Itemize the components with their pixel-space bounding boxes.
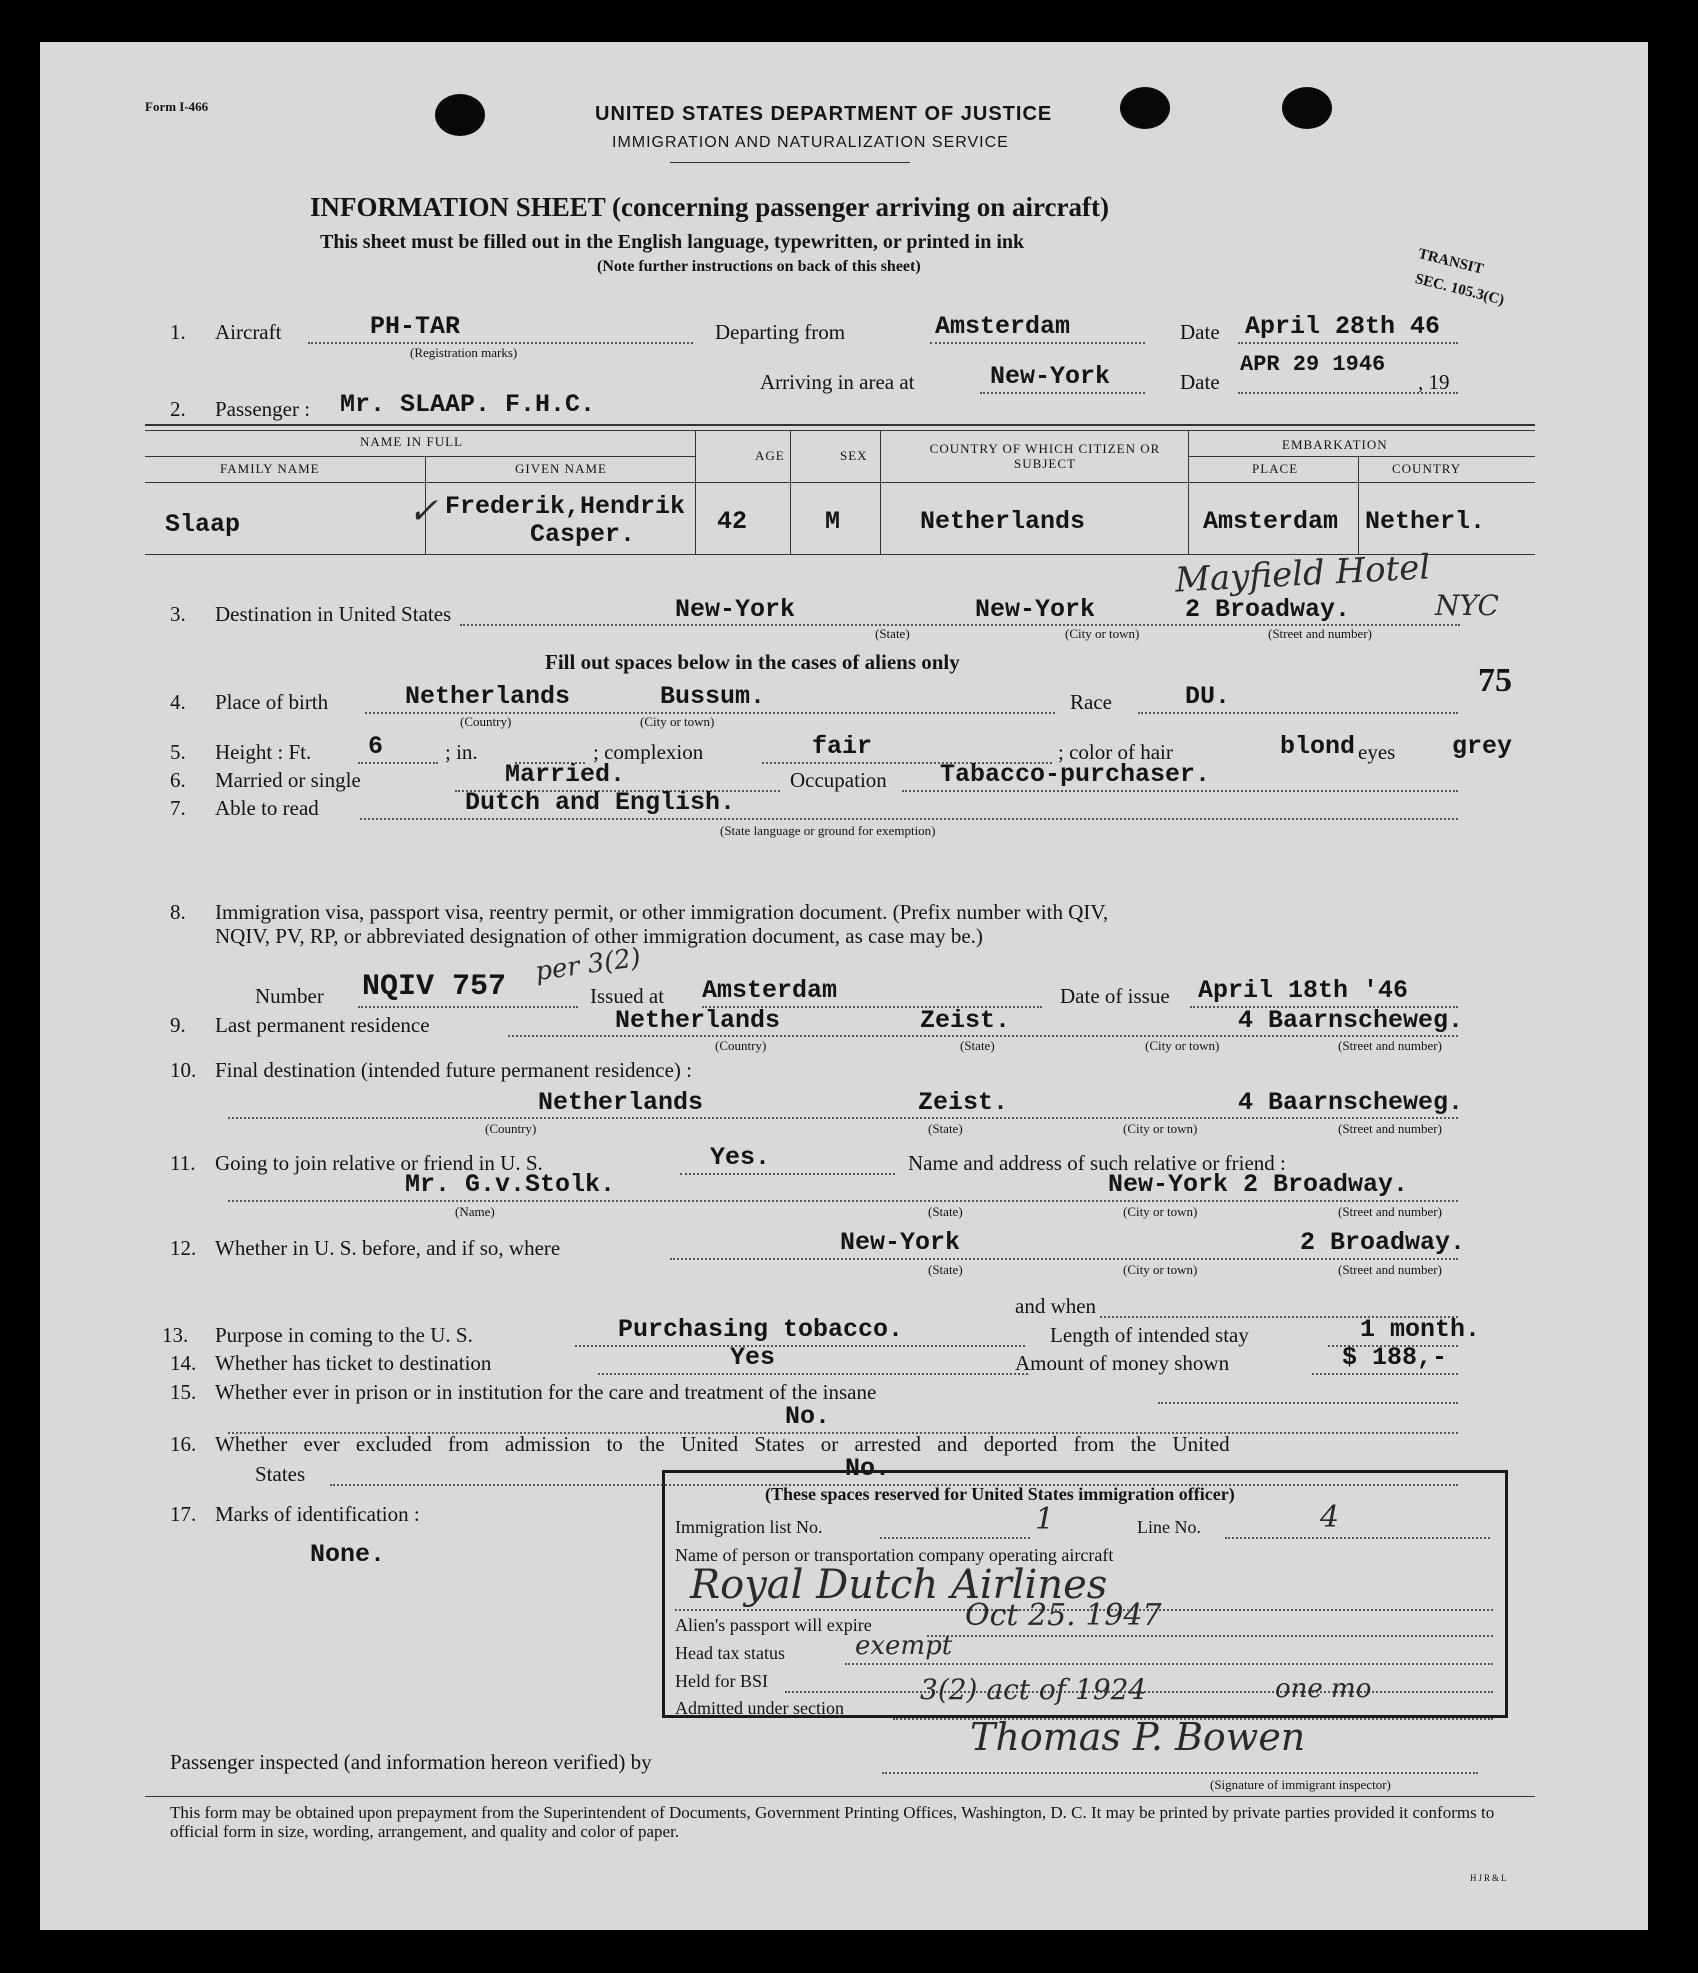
fill-line xyxy=(228,1200,1458,1202)
officer-section xyxy=(662,1470,1508,1718)
punch-hole xyxy=(1120,87,1170,129)
fill-line xyxy=(1158,1402,1458,1404)
caption: (Country) xyxy=(715,1038,767,1053)
caption: (Country) xyxy=(485,1121,537,1136)
number-label: Number xyxy=(255,984,324,1008)
final-state: Zeist. xyxy=(918,1088,1009,1117)
fill-line xyxy=(598,1373,1028,1375)
caption: (State language or ground for exemption) xyxy=(720,823,936,838)
aircraft-value: PH-TAR xyxy=(370,312,461,341)
divider xyxy=(670,162,910,163)
caption: (City or town) xyxy=(1123,1204,1198,1219)
departing-label: Departing from xyxy=(715,320,846,344)
item-number: 11. xyxy=(170,1151,196,1175)
prison-label: Whether ever in prison or in institution for the care and treatment of the insane xyxy=(215,1380,877,1404)
ticket-label: Whether has ticket to destination xyxy=(215,1351,492,1375)
height-feet: 6 xyxy=(368,732,384,761)
marks-label: Marks of identification : xyxy=(215,1502,420,1526)
punch-hole xyxy=(1282,87,1332,129)
fill-line xyxy=(228,1117,1458,1119)
before-street: 2 Broadway. xyxy=(1300,1228,1466,1257)
embarkation-header: EMBARKATION xyxy=(1282,437,1388,452)
arrival-date-stamp: APR 29 1946 xyxy=(1240,352,1386,377)
table-column-rule xyxy=(1358,456,1359,554)
item-number: 13. xyxy=(162,1323,189,1347)
item-number: 12. xyxy=(170,1236,197,1260)
fill-line xyxy=(980,392,1145,394)
join-value: Yes. xyxy=(710,1143,771,1172)
caption: (State) xyxy=(960,1038,995,1053)
transit-stamp-section: SEC. 105.3(C) xyxy=(1413,271,1506,309)
issued-label: Issued at xyxy=(590,984,665,1008)
date-issue-value: April 18th '46 xyxy=(1198,976,1409,1005)
complexion-label: ; complexion xyxy=(593,740,704,764)
before-label: Whether in U. S. before, and if so, where xyxy=(215,1236,561,1260)
fill-line xyxy=(308,342,693,344)
race-value: DU. xyxy=(1185,682,1231,711)
before-state: New-York xyxy=(840,1228,961,1257)
birth-country: Netherlands xyxy=(405,682,571,711)
residence-label: Last permanent residence xyxy=(215,1013,430,1037)
number-75: 75 xyxy=(1478,662,1512,699)
punch-hole xyxy=(435,94,485,136)
visa-text-line2: NQIV, PV, RP, or abbreviated designation of other immigration document, as case may be.) xyxy=(215,924,983,948)
date-label: Date xyxy=(1180,370,1220,394)
form-note: (Note further instructions on back of this sheet) xyxy=(597,258,921,275)
fill-line xyxy=(1238,342,1458,344)
stay-value: 1 month. xyxy=(1360,1315,1481,1344)
caption: (State) xyxy=(928,1204,963,1219)
fill-line xyxy=(927,1635,1493,1637)
final-destination-label: Final destination (intended future permanent residence) : xyxy=(215,1058,693,1082)
birth-label: Place of birth xyxy=(215,690,329,714)
height-label: Height : Ft. xyxy=(215,740,312,764)
relative-label: Name and address of such relative or friend : xyxy=(908,1151,1286,1175)
head-tax-value: exempt xyxy=(855,1631,953,1661)
caption: (State) xyxy=(875,626,910,641)
form-title: INFORMATION SHEET (concerning passenger arriving on aircraft) xyxy=(310,192,1109,222)
final-country: Netherlands xyxy=(538,1088,704,1117)
married-value: Married. xyxy=(505,760,626,789)
line-no-value: 4 xyxy=(1320,1500,1340,1535)
aliens-only-heading: Fill out spaces below in the cases of aliens only xyxy=(545,650,960,674)
complexion-value: fair xyxy=(812,732,873,761)
department-name: UNITED STATES DEPARTMENT OF JUSTICE xyxy=(595,103,1053,125)
item-number: 3. xyxy=(170,602,186,626)
inspector-signature: Thomas P. Bowen xyxy=(970,1715,1306,1759)
table-column-rule xyxy=(1188,430,1189,554)
caption: (City or town) xyxy=(1065,626,1140,641)
item-number: 14. xyxy=(170,1351,197,1375)
fill-line xyxy=(508,1035,1458,1037)
fill-line xyxy=(670,1258,1458,1260)
list-no-value: 1 xyxy=(1035,1502,1055,1537)
occupation-label: Occupation xyxy=(790,768,887,792)
item-number: 4. xyxy=(170,690,186,714)
given-name-cell-line2: Casper. xyxy=(530,520,636,549)
marks-value: None. xyxy=(310,1540,386,1569)
caption: (State) xyxy=(928,1262,963,1277)
destination-state: New-York xyxy=(675,595,796,624)
embarkation-country-header: COUNTRY xyxy=(1392,461,1462,476)
fill-line xyxy=(1225,1537,1490,1539)
passenger-label: Passenger : xyxy=(215,397,311,421)
residence-state: Zeist. xyxy=(920,1006,1011,1035)
race-label: Race xyxy=(1070,690,1112,714)
and-when-label: and when xyxy=(1015,1294,1097,1318)
fill-line xyxy=(845,1663,1493,1665)
departing-date: April 28th 46 xyxy=(1245,312,1441,341)
eyes-label: eyes xyxy=(1358,740,1396,764)
purpose-value: Purchasing tobacco. xyxy=(618,1315,904,1344)
purpose-label: Purpose in coming to the U. S. xyxy=(215,1323,473,1347)
list-no-label: Immigration list No. xyxy=(675,1517,823,1537)
fill-line xyxy=(358,762,438,764)
given-name-header: GIVEN NAME xyxy=(515,461,607,476)
check-mark: ✓ xyxy=(408,491,439,532)
arriving-label: Arriving in area at xyxy=(760,370,915,394)
inspected-label: Passenger inspected (and information hereon verified) by xyxy=(170,1750,652,1774)
admitted-duration: one mo xyxy=(1275,1674,1372,1704)
caption: (Street and number) xyxy=(1338,1262,1442,1277)
read-label: Able to read xyxy=(215,796,319,820)
fill-line xyxy=(930,342,1145,344)
excluded-value: No. xyxy=(845,1454,891,1483)
age-header: AGE xyxy=(755,448,785,463)
age-cell: 42 xyxy=(717,507,748,536)
item-number: 6. xyxy=(170,768,186,792)
year-prefix: , 19 xyxy=(1418,370,1450,394)
family-name-header: FAMILY NAME xyxy=(220,461,320,476)
table-rule xyxy=(145,456,695,457)
caption: (Street and number) xyxy=(1338,1121,1442,1136)
carrier-label: Name of person or transportation company operating aircraft xyxy=(675,1545,1114,1565)
read-value: Dutch and English. xyxy=(465,788,736,817)
officer-section-title: (These spaces reserved for United States immigration officer) xyxy=(765,1484,1235,1504)
table-rule xyxy=(1188,456,1535,457)
prison-value: No. xyxy=(785,1402,831,1431)
excluded-label-line2: States xyxy=(255,1462,306,1486)
residence-street: 4 Baarnscheweg. xyxy=(1238,1006,1464,1035)
caption: (Street and number) xyxy=(1338,1038,1442,1053)
item-number: 8. xyxy=(170,900,186,924)
sex-header: SEX xyxy=(840,448,868,463)
departing-value: Amsterdam xyxy=(935,312,1071,341)
caption: (State) xyxy=(928,1121,963,1136)
visa-text-line1: Immigration visa, passport visa, reentry permit, or other immigration document. (Prefix number with QIV, xyxy=(215,900,1109,924)
table-column-rule xyxy=(790,430,791,554)
caption: (City or town) xyxy=(1123,1262,1198,1277)
issued-value: Amsterdam xyxy=(702,976,838,1005)
fill-line xyxy=(1312,1373,1458,1375)
money-label: Amount of money shown xyxy=(1015,1351,1230,1375)
fill-line xyxy=(360,818,1458,820)
destination-street: 2 Broadway. xyxy=(1185,595,1351,624)
excluded-label-line1: Whether ever excluded from admission to the United States or arrested and deported from the United xyxy=(215,1432,1230,1456)
final-street: 4 Baarnscheweg. xyxy=(1238,1088,1464,1117)
country-citizen-header: COUNTRY OF WHICH CITIZEN OR SUBJECT xyxy=(929,441,1161,471)
table-rule xyxy=(145,482,1535,483)
footer-rule xyxy=(145,1796,1535,1797)
table-rule xyxy=(145,430,1535,431)
fill-line xyxy=(1138,712,1458,714)
caption: (City or town) xyxy=(640,714,715,729)
item-number: 2. xyxy=(170,397,186,421)
item-number: 10. xyxy=(170,1058,197,1082)
fill-line xyxy=(902,790,1458,792)
admitted-section-value: 3(2) act of 1924 xyxy=(920,1673,1147,1706)
signature-caption: (Signature of immigrant inspector) xyxy=(1210,1777,1391,1792)
aircraft-label: Aircraft xyxy=(215,320,282,344)
birth-city: Bussum. xyxy=(660,682,766,711)
table-column-rule xyxy=(880,430,881,554)
hair-label: ; color of hair xyxy=(1058,740,1173,764)
handwritten-visa-note: per 3(2) xyxy=(533,942,643,988)
ticket-value: Yes xyxy=(730,1343,776,1372)
fill-line xyxy=(358,1006,578,1008)
document-sheet xyxy=(40,42,1648,1930)
footer-text: This form may be obtained upon prepayment from the Superintendent of Documents, Government Printing Offices, Washington, D. C. It may be printed by private parties provided it conforms to official form in size, wording, arrangement, and quality and color of paper. xyxy=(170,1803,1495,1841)
eyes-value: grey xyxy=(1452,732,1513,761)
item-number: 17. xyxy=(170,1502,197,1526)
form-subtitle: This sheet must be filled out in the English language, typewritten, or printed in ink xyxy=(320,231,1025,253)
passport-expire-label: Alien's passport will expire xyxy=(675,1615,872,1635)
relative-name: Mr. G.v.Stolk. xyxy=(405,1170,616,1199)
visa-number: NQIV 757 xyxy=(362,970,507,1004)
caption: (Registration marks) xyxy=(410,345,518,360)
fill-line xyxy=(882,1772,1478,1774)
join-label: Going to join relative or friend in U. S. xyxy=(215,1151,543,1175)
stay-label: Length of intended stay xyxy=(1050,1323,1249,1347)
item-number: 16. xyxy=(170,1432,197,1456)
embarkation-country-cell: Netherl. xyxy=(1365,507,1486,536)
embarkation-place-cell: Amsterdam xyxy=(1203,507,1339,536)
item-number: 7. xyxy=(170,796,186,820)
service-name: IMMIGRATION AND NATURALIZATION SERVICE xyxy=(612,134,1009,151)
citizenship-cell: Netherlands xyxy=(920,507,1086,536)
destination-city: New-York xyxy=(975,595,1096,624)
occupation-value: Tabacco-purchaser. xyxy=(940,760,1211,789)
relative-address: New-York 2 Broadway. xyxy=(1108,1170,1409,1199)
held-bsi-label: Held for BSI xyxy=(675,1671,768,1691)
family-name-cell: Slaap xyxy=(165,510,241,539)
line-no-label: Line No. xyxy=(1137,1517,1201,1537)
form-number: Form I-466 xyxy=(145,99,209,114)
fill-line xyxy=(680,1173,895,1175)
residence-country: Netherlands xyxy=(615,1006,781,1035)
hair-value: blond xyxy=(1280,732,1356,761)
embarkation-place-header: PLACE xyxy=(1252,461,1299,476)
money-value: $ 188,- xyxy=(1342,1343,1448,1372)
passenger-value: Mr. SLAAP. F.H.C. xyxy=(340,390,596,419)
item-number: 1. xyxy=(170,320,186,344)
fill-line xyxy=(880,1537,1030,1539)
head-tax-label: Head tax status xyxy=(675,1643,785,1663)
passport-expire-value: Oct 25. 1947 xyxy=(965,1598,1162,1633)
handwritten-nyc: NYC xyxy=(1435,589,1499,622)
sex-cell: M xyxy=(825,507,841,536)
table-column-rule xyxy=(695,430,696,554)
printer-code: HJR&L xyxy=(1470,1873,1509,1883)
date-label: Date xyxy=(1180,320,1220,344)
caption: (Street and number) xyxy=(1268,626,1372,641)
carrier-value: Royal Dutch Airlines xyxy=(690,1562,1108,1608)
destination-label: Destination in United States xyxy=(215,602,452,626)
caption: (Country) xyxy=(460,714,512,729)
item-number: 5. xyxy=(170,740,186,764)
arriving-value: New-York xyxy=(990,362,1111,391)
caption: (City or town) xyxy=(1145,1038,1220,1053)
inches-label: ; in. xyxy=(445,740,478,764)
caption: (City or town) xyxy=(1123,1121,1198,1136)
given-name-cell-line1: Frederik,Hendrik xyxy=(445,492,686,521)
caption: (Name) xyxy=(455,1204,495,1219)
fill-line xyxy=(575,1345,1025,1347)
handwritten-hotel: Mayfield Hotel xyxy=(1174,547,1432,601)
table-rule xyxy=(145,424,1535,426)
item-number: 9. xyxy=(170,1013,186,1037)
name-in-full-header: NAME IN FULL xyxy=(360,434,463,449)
admitted-section-label: Admitted under section xyxy=(675,1698,844,1718)
married-label: Married or single xyxy=(215,768,361,792)
item-number: 15. xyxy=(170,1380,197,1404)
transit-stamp: TRANSIT xyxy=(1416,246,1485,278)
date-issue-label: Date of issue xyxy=(1060,984,1170,1008)
caption: (Street and number) xyxy=(1338,1204,1442,1219)
